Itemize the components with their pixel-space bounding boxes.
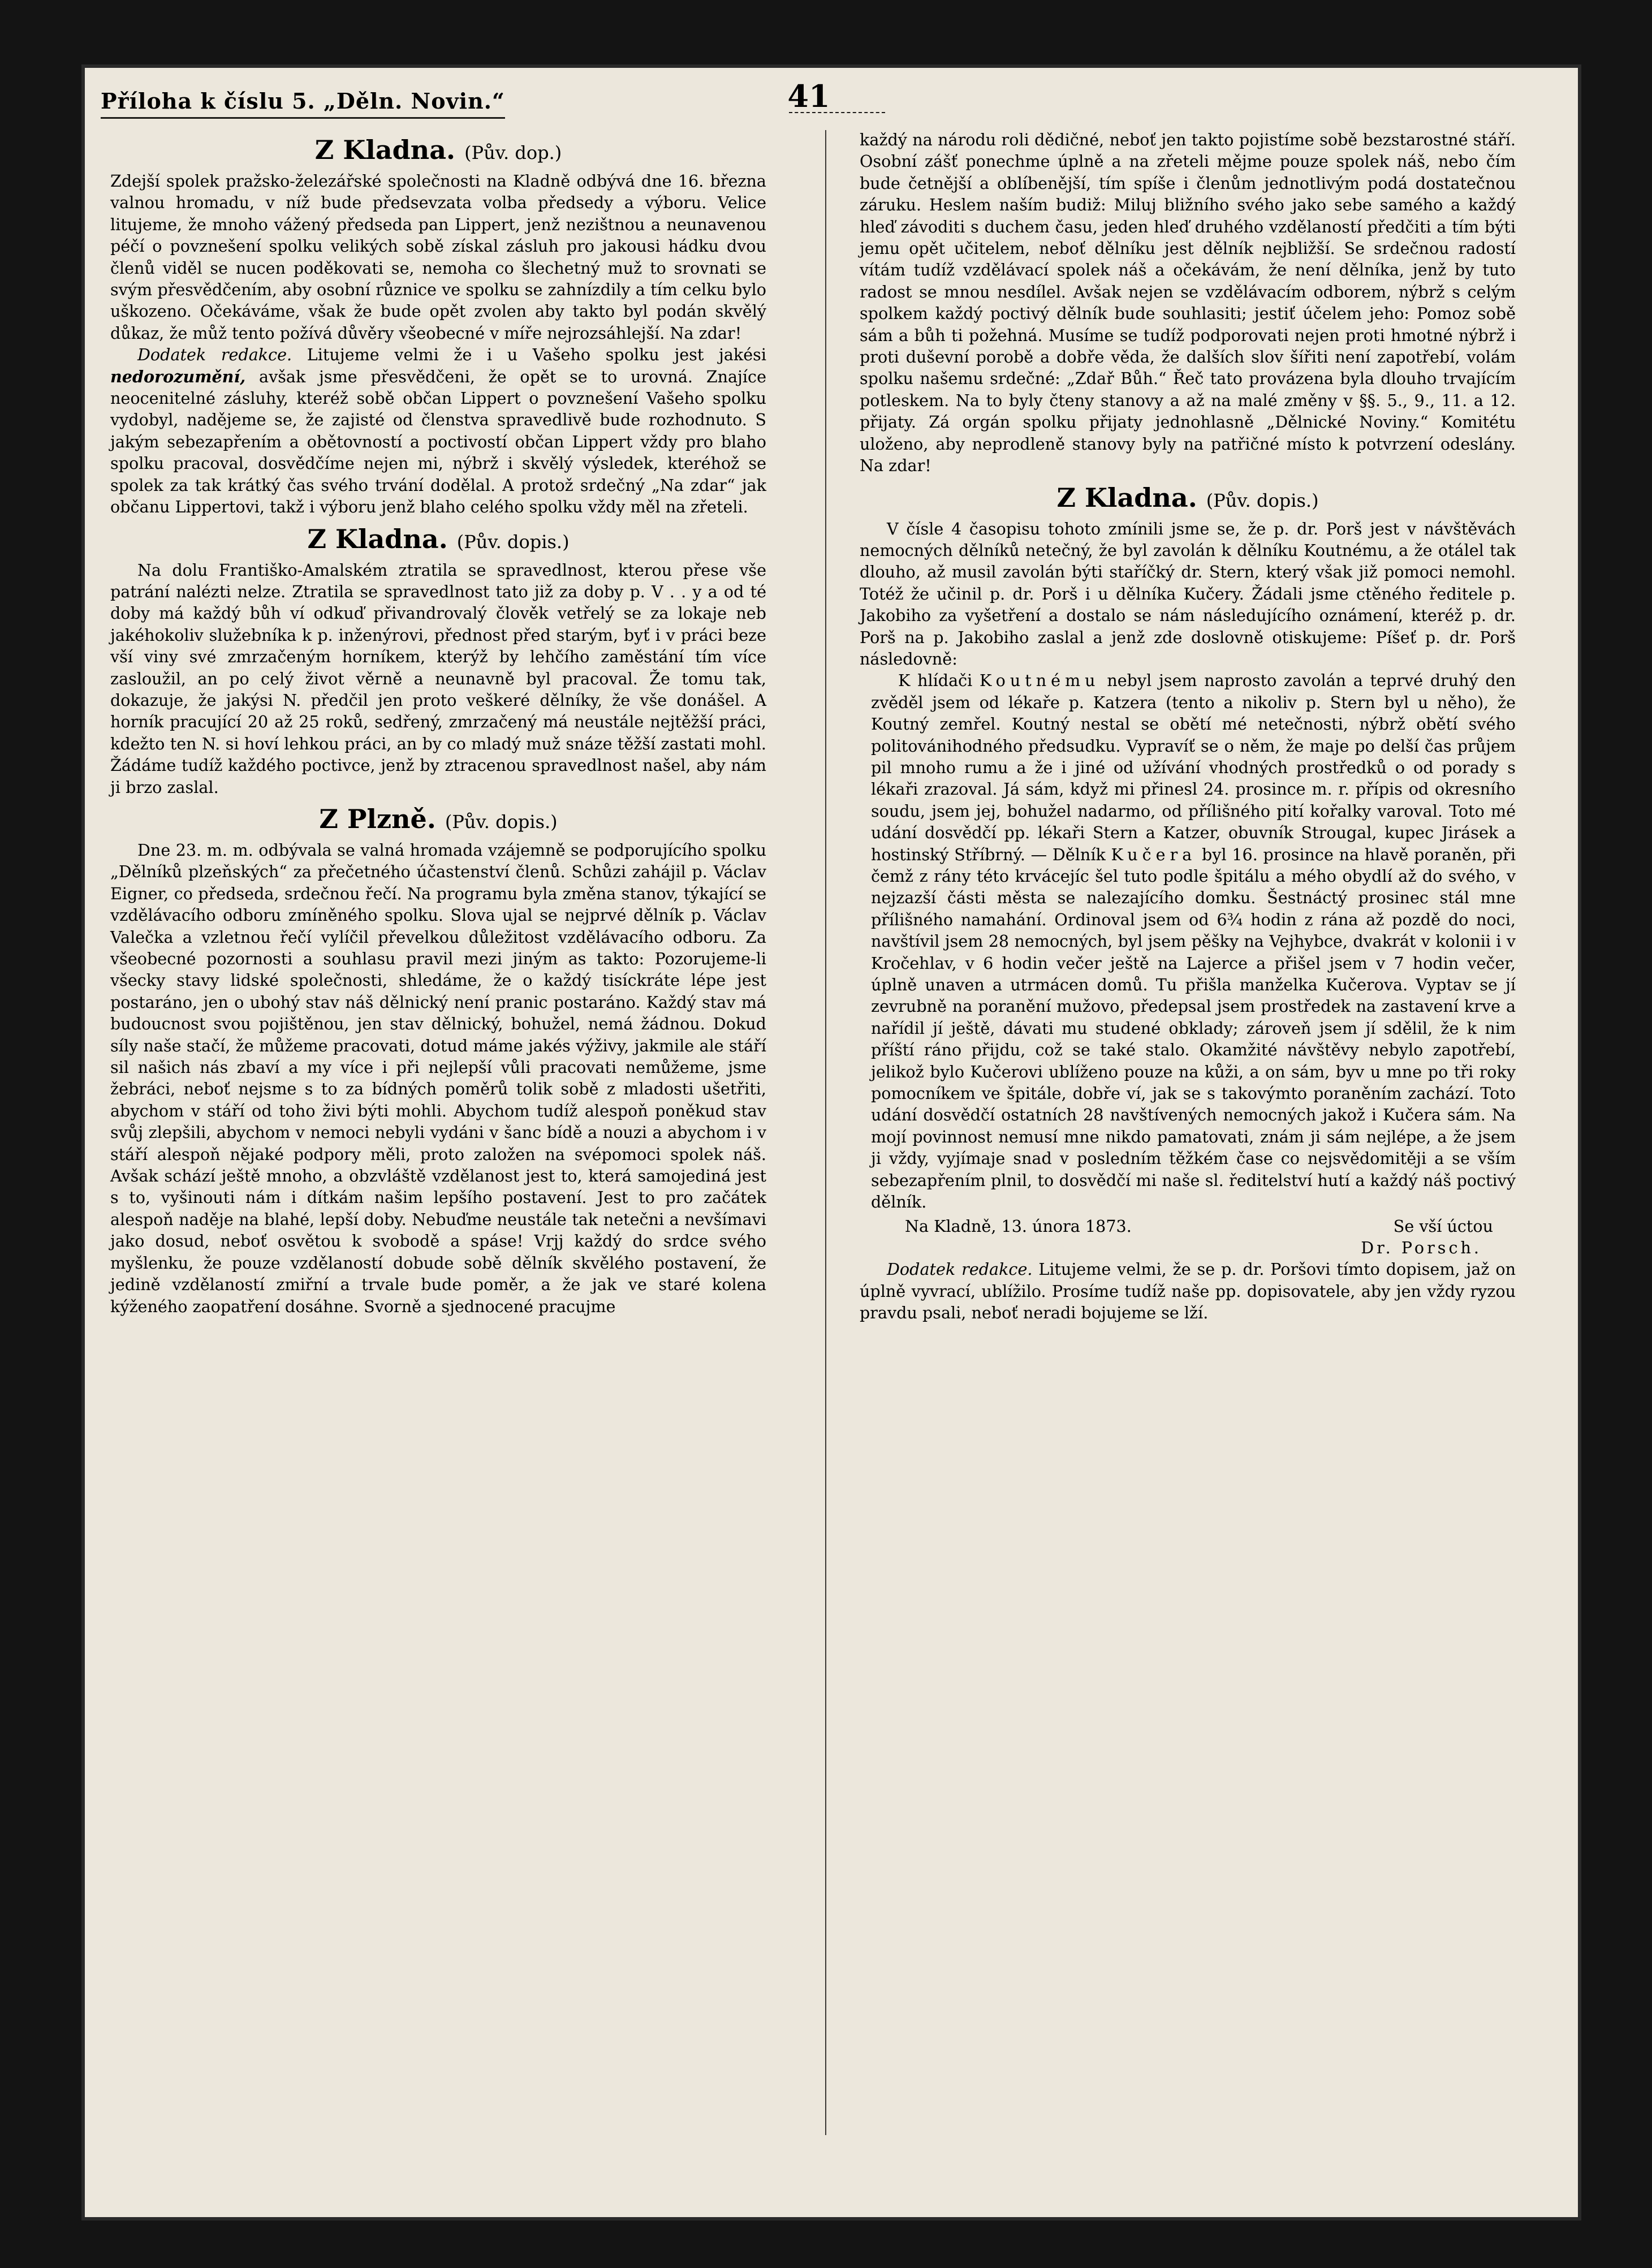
supplement-header: Příloha k číslu 5. „Děln. Novin.“ [101, 88, 505, 119]
article-paragraph: Na dolu Františko-Amalském ztratila se spravedlnost, kterou přese vše patrání nalézti nelze. Ztratila se spravedlnost tato již za doby p. V . . y a od té doby má každý bůh ví odkuď přivandrovalý člověk vetřelý se za lokaje neb jakéhokoliv služebníka k p. inženýrovi, přednost před starým, byť i v práci beze vší viny své zmrzačeným horníkem, kterýž by lehčího zaměstání tím více zasloužil, an po celý život věrně a neunavně byl pracoval. Že tomu tak, dokazuje, že jakýsi N. předčil jen proto veškeré dělníky, že vše donášel. A horník pracující 20 až 25 roků, sedřený, zmrzačený má neustále nejtěžší práci, kdežto ten N. si hoví lehkou práci, an by co mladý muž snáze těžší zastati mohl. Žádáme tudíž každého poctivce, jenž by ztracenou spravedlnost našel, aby nám ji brzo zaslal. [110, 560, 766, 797]
left-column [110, 129, 766, 1317]
quote-name: Koutnému [980, 671, 1100, 691]
signature-name: Dr. Porsch. [1361, 1238, 1482, 1257]
article-source: (Pův. dopis.) [456, 531, 570, 553]
quote-text: nebyl jsem naprosto zavolán a teprvé druhý den zvěděl jsem od lékaře p. Katzera (tento a nikoliv p. Stern byl u něho), že Koutný zemřel. Koutný nestal se obětí mé netečnosti, nýbrž obětí svého politovánihodného předsudku. Vypravíť se o něm, že maje po delší čas průjem pil mnoho rumu a že i jiné od užívání vhodných prostředků o od porady s lékaři zrazoval. Já sám, když mi přinesl 24. prosince m. r. přípis od okresního soudu, jsem jej, bohužel nadarmo, od přílišného pití kořalky varoval. Toto mé udání dosvědčí pp. lékaři Stern a Katzer, obuvník Strougal, kupec Jirásek a hostinský Stříbrný. — Dělník [871, 671, 1516, 864]
editorial-note-text: Litujeme velmi, že se p. dr. Poršovi tímto dopisem, jaž on úplně vyvrací, ublížilo. Prosíme tudíž naše pp. dopisovatele, aby jen vždy ryzou pravdu psali, neboť neradi bojujeme se lží. [860, 1260, 1516, 1323]
editorial-note-text: avšak jsme přesvědčeni, že opět se to urovná. Znajíce neocenitelné zásluhy, kteréž sobě občan Lippert o povznešení Vašeho spolku vydobyl, nadějeme se, že zajisté od členstva spravedlivě bude rozhodnuto. S jakým sebezapřením a obětovností a poctivostí občan Lippert vždy pro blaho spolku pracoval, dosvědčíme nejen mi, nýbrž i skvělý výsledek, kteréhož se spolek za tak krátký čas svého trvání dodělal. A protož srdečný „Na zdar“ jak občanu Lippertovi, takž i výboru jenž blaho celého spolku vždy měl na zřeteli. [110, 366, 766, 517]
article-paragraph: V čísle 4 časopisu tohoto zmínili jsme se, že p. dr. Porš jest v návštěvách nemocných dělníků netečný, že byl zavolán k dělníku Koutnému, a že otálel tak dlouho, až musil zavolán býti staříčký dr. Stern, který však již pomoci nemohl. Totéž že učinil p. dr. Porš i u dělníka Kučery. Žádali jsme ctěného ředitele p. Jakobiho za vyšetření a dostalo se nám následujícího oznámení, kteréž p. dr. Porš na p. Jakobiho zaslal a jenž zde doslovně otiskujeme: Píšeť p. dr. Porš následovně: [860, 519, 1516, 669]
right-column [860, 129, 1516, 1324]
signature-regards: Se vší úctou [1393, 1216, 1493, 1236]
page-number: 41 [787, 78, 830, 114]
article-paragraph: Zdejší spolek pražsko-železářské společnosti na Kladně odbývá dne 16. března valnou hromadu, v níž bude předsevzata volba předsedy a výboru. Velice litujeme, že mnoho vážený předseda pan Lippert, jenž nezištnou a neunavenou péčí o povznešení spolku velikých sobě získal zásluh pro jakousi hádku dvou členů viděl se nucen poděkovati se, nemoha co šlechetný muž to srovnati se svým přesvědčením, aby osobní různice ve spolku se zahnízdily a tím celku bylo uškozeno. Očekáváme, však že bude opět zvolen aby takto byl podán skvělý důkaz, že můž tento požívá důvěry všeobecné v míře nejrozsáhlejší. Na zdar! [110, 171, 766, 343]
editorial-note-label: Dodatek redakce. [137, 345, 292, 365]
signature-row [860, 1215, 1516, 1237]
article-heading [110, 135, 766, 168]
article-heading [860, 482, 1516, 516]
editorial-note [110, 344, 766, 518]
quote-name: Kučera [1111, 844, 1197, 864]
editorial-note-label: Dodatek redakce. [887, 1260, 1033, 1279]
article-heading [110, 804, 766, 837]
editorial-note [860, 1258, 1516, 1323]
editorial-note-emphasis: nedorozumění, [110, 366, 246, 386]
article-source: (Pův. dop.) [464, 142, 562, 163]
editorial-note-text: Litujeme velmi že i u Vašeho spolku jest jakési [307, 345, 766, 365]
article-continuation: každý na národu roli dědičné, neboť jen takto pojistíme sobě bezstarostné stáří. Osobní zášť ponechme úplně a na zřeteli mějme pouze spolek náš, nebo čím bude četnější a oblíbenější, tím spíše i členům jednotlivým podá dostatečnou záruku. Heslem naším budiž: Miluj bližního svého jako sebe samého a každý hleď závoditi s duchem času, jeden hleď druhého vzdělaností předčiti a tím býti jemu opět učitelem, neboť dělníku jest dělník nejbližší. Se srdečnou radostí vítám tudíž vzdělávací spolek náš a očekávám, že není dělníka, jenž by tuto radost se mnou nesdílel. Avšak nejen se vzdělávacím odborem, nýbrž s celým spolkem každý poctivý dělník bude souhlasiti; jestiť účelem jeho: Pomoz sobě sám a bůh ti požehná. Musíme se tudíž podporovati nejen proti hmotné nýbrž i proti duševní porobě a dobře věda, že dalších slov šířiti není zapotřebí, volám spolku našemu srdečné: „Zdař Bůh.“ Řeč tato provázena byla dlouho trvajícím potleskem. Na to byly čteny stanovy a až na malé změny v §§. 5., 9., 11. a 12. přijaty. Zá orgán spolku přijaty jednohlasně „Dělnické Noviny.“ Komitétu uloženo, aby neprodleně stanovy byly na patřičné místo k potvrzení odeslány. Na zdar! [860, 130, 1516, 476]
article-title: Z Kladna. [1056, 482, 1197, 513]
column-divider [825, 130, 826, 2135]
quoted-letter [860, 670, 1516, 1213]
article-paragraph: Dne 23. m. m. odbývala se valná hromada vzájemně se podporujícího spolku „Dělníků plzeňských“ za přečetného účastenství členů. Schůzi zahájil p. Václav Eigner, co předseda, srdečnou řečí. Na programu byla změna stanov, týkající se vzdělávacího odboru zmíněného spolku. Slova ujal se nejprvé dělník p. Václav Valečka a vzletnou řečí vylíčil převelkou důležitost vzdělávacího odboru. Za všeobecné pozornosti a souhlasu pravil mezi jiným as takto: Pozorujeme-li všecky stavy lidské společnosti, shledáme, že o každý tisíckráte lépe jest postaráno, jen o ubohý stav náš dělnický není pranic postaráno. Každý stav má budoucnost svou pojištěnou, jen stav dělnický, bohužel, nemá žádnou. Dokud síly naše stačí, že můžeme pracovati, dotud máme jakés výživy, jakmile ale stáří sil našich nás zbaví a my více i při nejlepší vůli pracovati nemůžeme, jsme žebráci, neboť nejsme s to za bídných poměrů tolik sobě z mladosti ušetřiti, abychom v stáří od toho živi býti mohli. Abychom tudíž alespoň poněkud stav svůj zlepšili, abychom v nemoci nebyli vydáni v šanc bídě a nouzi a abychom i v stáří alespoň nějaké podpory měli, proto založen na svépomoci spolek náš. Avšak schází ještě mnoho, a obzvláště vzdělanost jest to, která samojediná jest s to, vyšinouti nám i dítkám našim lepšího postavení. Jest to pro začátek alespoň naděje na blahé, lepší doby. Nebuďme neustále tak netečni a nevšímavi jako dosud, neboť osvětou k svobodě a spáse! Vrjj každý do srdce svého myšlenku, že pouze vzdělaností dobude sobě dělník skvělého postavení, že jedině vzdělaností zmiřní a trvale bude poměr, a že jak ve staré kolena kýženého zaopatření dosáhne. Svorně a sjednocené pracujme [110, 840, 766, 1316]
article-title: Z Plzně. [319, 803, 436, 834]
article-heading [110, 524, 766, 557]
quote-text: K hlídači [898, 671, 973, 691]
article-source: (Pův. dopis.) [445, 810, 558, 833]
quoted-letter-text [871, 670, 1516, 1213]
article-title: Z Kladna. [307, 523, 448, 554]
signature-place-date: Na Kladně, 13. února 1873. [905, 1216, 1132, 1236]
article-title: Z Kladna. [314, 135, 456, 165]
quote-text: byl 16. prosince na hlavě poraněn, při čemž z rány této krvácejíc šel tuto podle špitálu a mého obydlí až do svého, v nejzazší části města se nalezajícího domku. Šestnáctý prosinec stál mne přílišného namahání. Ordinoval jsem od 6¾ hodin z rána až pozdě do noci, navštívil jsem 28 nemocných, byl jsem pěšky na Vejhybce, dvakrát v kolonii i v Kročehlav, v 6 hodin večer ještě na Lajerce a přišel jsem v 7 hodin večer, úplně unaven a utrmácen domů. Tu přišla manželka Kučerova. Vyptav se jí zevrubně na poranění mužovo, předepsal jsem prostředek na zastavení krve a nařídil jí ještě, dávati mu studené obklady; zároveň jsem jí sdělil, že k nim příští ráno přijdu, což se také stalo. Okamžité návštěvy nebylo zapotřebí, jelikož bylo Kučerovi ublíženo pouze na kůži, a on sám, byv u mne po tři roky pomocníkem ve špitále, dobře ví, jak se s takovýmto poraněním zachází. Toto udání dosvědčí ostatních 28 navštívených nemocných jakož i Kučera sám. Na mojí povinnost nemusí mne nikdo pamatovati, znám ji sám nejlépe, a že jsem ji vždy, vyjímaje snad v posledním těžkém čase co nejsvědomitěji a se vším sebezapřením plnil, to dosvědčí mi naše sl. ředitelství hutí a každý náš poctivý dělník. [871, 844, 1516, 1212]
header-rule [789, 112, 885, 113]
article-source: (Pův. dopis.) [1206, 489, 1319, 511]
